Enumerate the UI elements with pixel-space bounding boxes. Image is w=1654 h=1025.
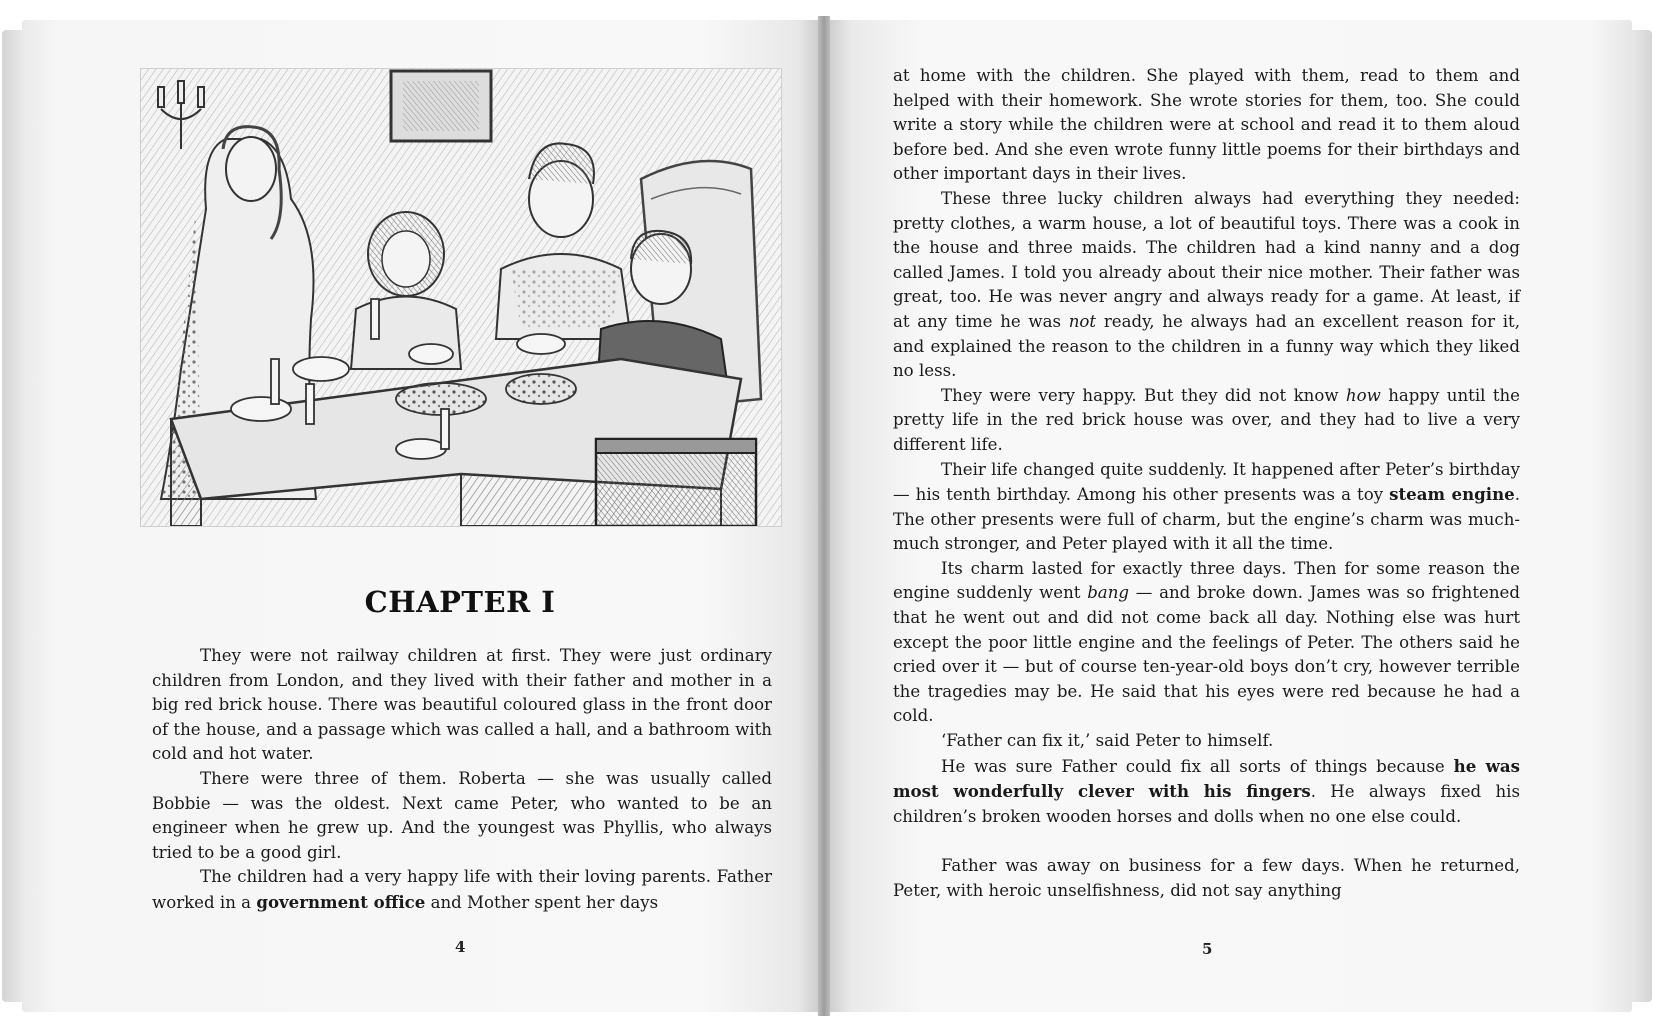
paragraph: ‘Father can fix it,’ said Peter to himself.	[941, 731, 1274, 751]
left-page-text	[152, 644, 772, 916]
paragraph	[893, 458, 1520, 557]
text-run: Its charm lasted for exactly three days. Then for some reason the engine suddenly went	[893, 558, 1520, 603]
italic-term: how	[1345, 385, 1381, 405]
paragraph: There were three of them. Roberta — she was usually called Bobbie — was the oldest. Next came Peter, who wanted to be an engineer when he grew up. And the youngest was Phyllis, who always tried to be a good girl.	[152, 768, 772, 862]
paragraph: Father was away on business for a few days. When he returned, Peter, with heroic unselfishness, did not say anything	[893, 856, 1520, 900]
paragraph	[152, 865, 772, 915]
paragraph	[893, 754, 1520, 830]
right-page-text	[893, 64, 1520, 903]
text-run: Their life changed quite suddenly. It happened after Peter’s birthday — his tenth birthday. Among his other presents was a toy	[893, 459, 1520, 505]
text-run: They were very happy. But they did not know	[941, 385, 1346, 405]
text-run: . The other presents were full of charm, but the engine’s charm was much-much stronger, and Peter played with it all the time.	[893, 485, 1520, 554]
text-run: happy until the pretty life in the red brick house was over, and they had to live a very different life.	[893, 385, 1521, 454]
page-number-left: 4	[455, 938, 466, 956]
page-number-right: 5	[1202, 940, 1213, 958]
chapter-title: CHAPTER I	[364, 585, 556, 619]
bold-term: he was most wonderfully clever with his fingers	[893, 755, 1521, 802]
text-run: ready, he always had an excellent reason for it, and explained the reason to the children in a funny way which they liked no less.	[893, 311, 1520, 381]
bold-term: steam engine	[1389, 484, 1515, 505]
paragraph	[893, 557, 1520, 729]
paragraph: They were not railway children at first. They were just ordinary children from London, and they lived with their father and mother in a big red brick house. There was beautiful coloured glass in the front door of the house, and a passage which was called a hall, and a bathroom with cold and hot water.	[152, 646, 772, 764]
paragraph	[893, 384, 1520, 458]
text-run: He was sure Father could fix all sorts of things because	[941, 756, 1454, 776]
text-run: The children had a very happy life with their loving parents. Father worked in a	[152, 867, 772, 912]
paragraph: at home with the children. She played with them, read to them and helped with their homework. She wrote stories for them, too. She could write a story while the children were at school and read it to them aloud before bed. And she even wrote funny little poems for their birthdays and other important days in their lives.	[893, 66, 1520, 184]
italic-term: not	[1068, 311, 1097, 331]
italic-term: bang	[1087, 583, 1130, 603]
bold-term: government office	[256, 891, 426, 912]
book-spine	[818, 16, 830, 1016]
text-run: and Mother spent her days	[425, 892, 659, 912]
text-run: . He always fixed his children’s broken wooden horses and dolls when no one else could.	[893, 782, 1520, 826]
text-run: — and broke down. James was so frightened that he went out and did not come back all day. Nothing else was hurt except the poor little engine and the feelings of Peter. The others said he cried over it — but of course ten-year-old boys don’t cry, however terrible the tragedies may be. He said that his eyes were red because he had a cold.	[893, 583, 1520, 726]
tea-party-illustration	[141, 69, 781, 526]
text-run: These three lucky children always had everything they needed: pretty clothes, a warm house, a lot of beautiful toys. There was a cook in the house and three maids. The children had a kind nanny and a dog called James. I told you already about their nice mother. Their father was great, too. He was never angry and always ready for a game. At least, if at any time he was	[893, 188, 1520, 331]
chapter-illustration	[140, 68, 782, 527]
paragraph	[893, 187, 1520, 384]
